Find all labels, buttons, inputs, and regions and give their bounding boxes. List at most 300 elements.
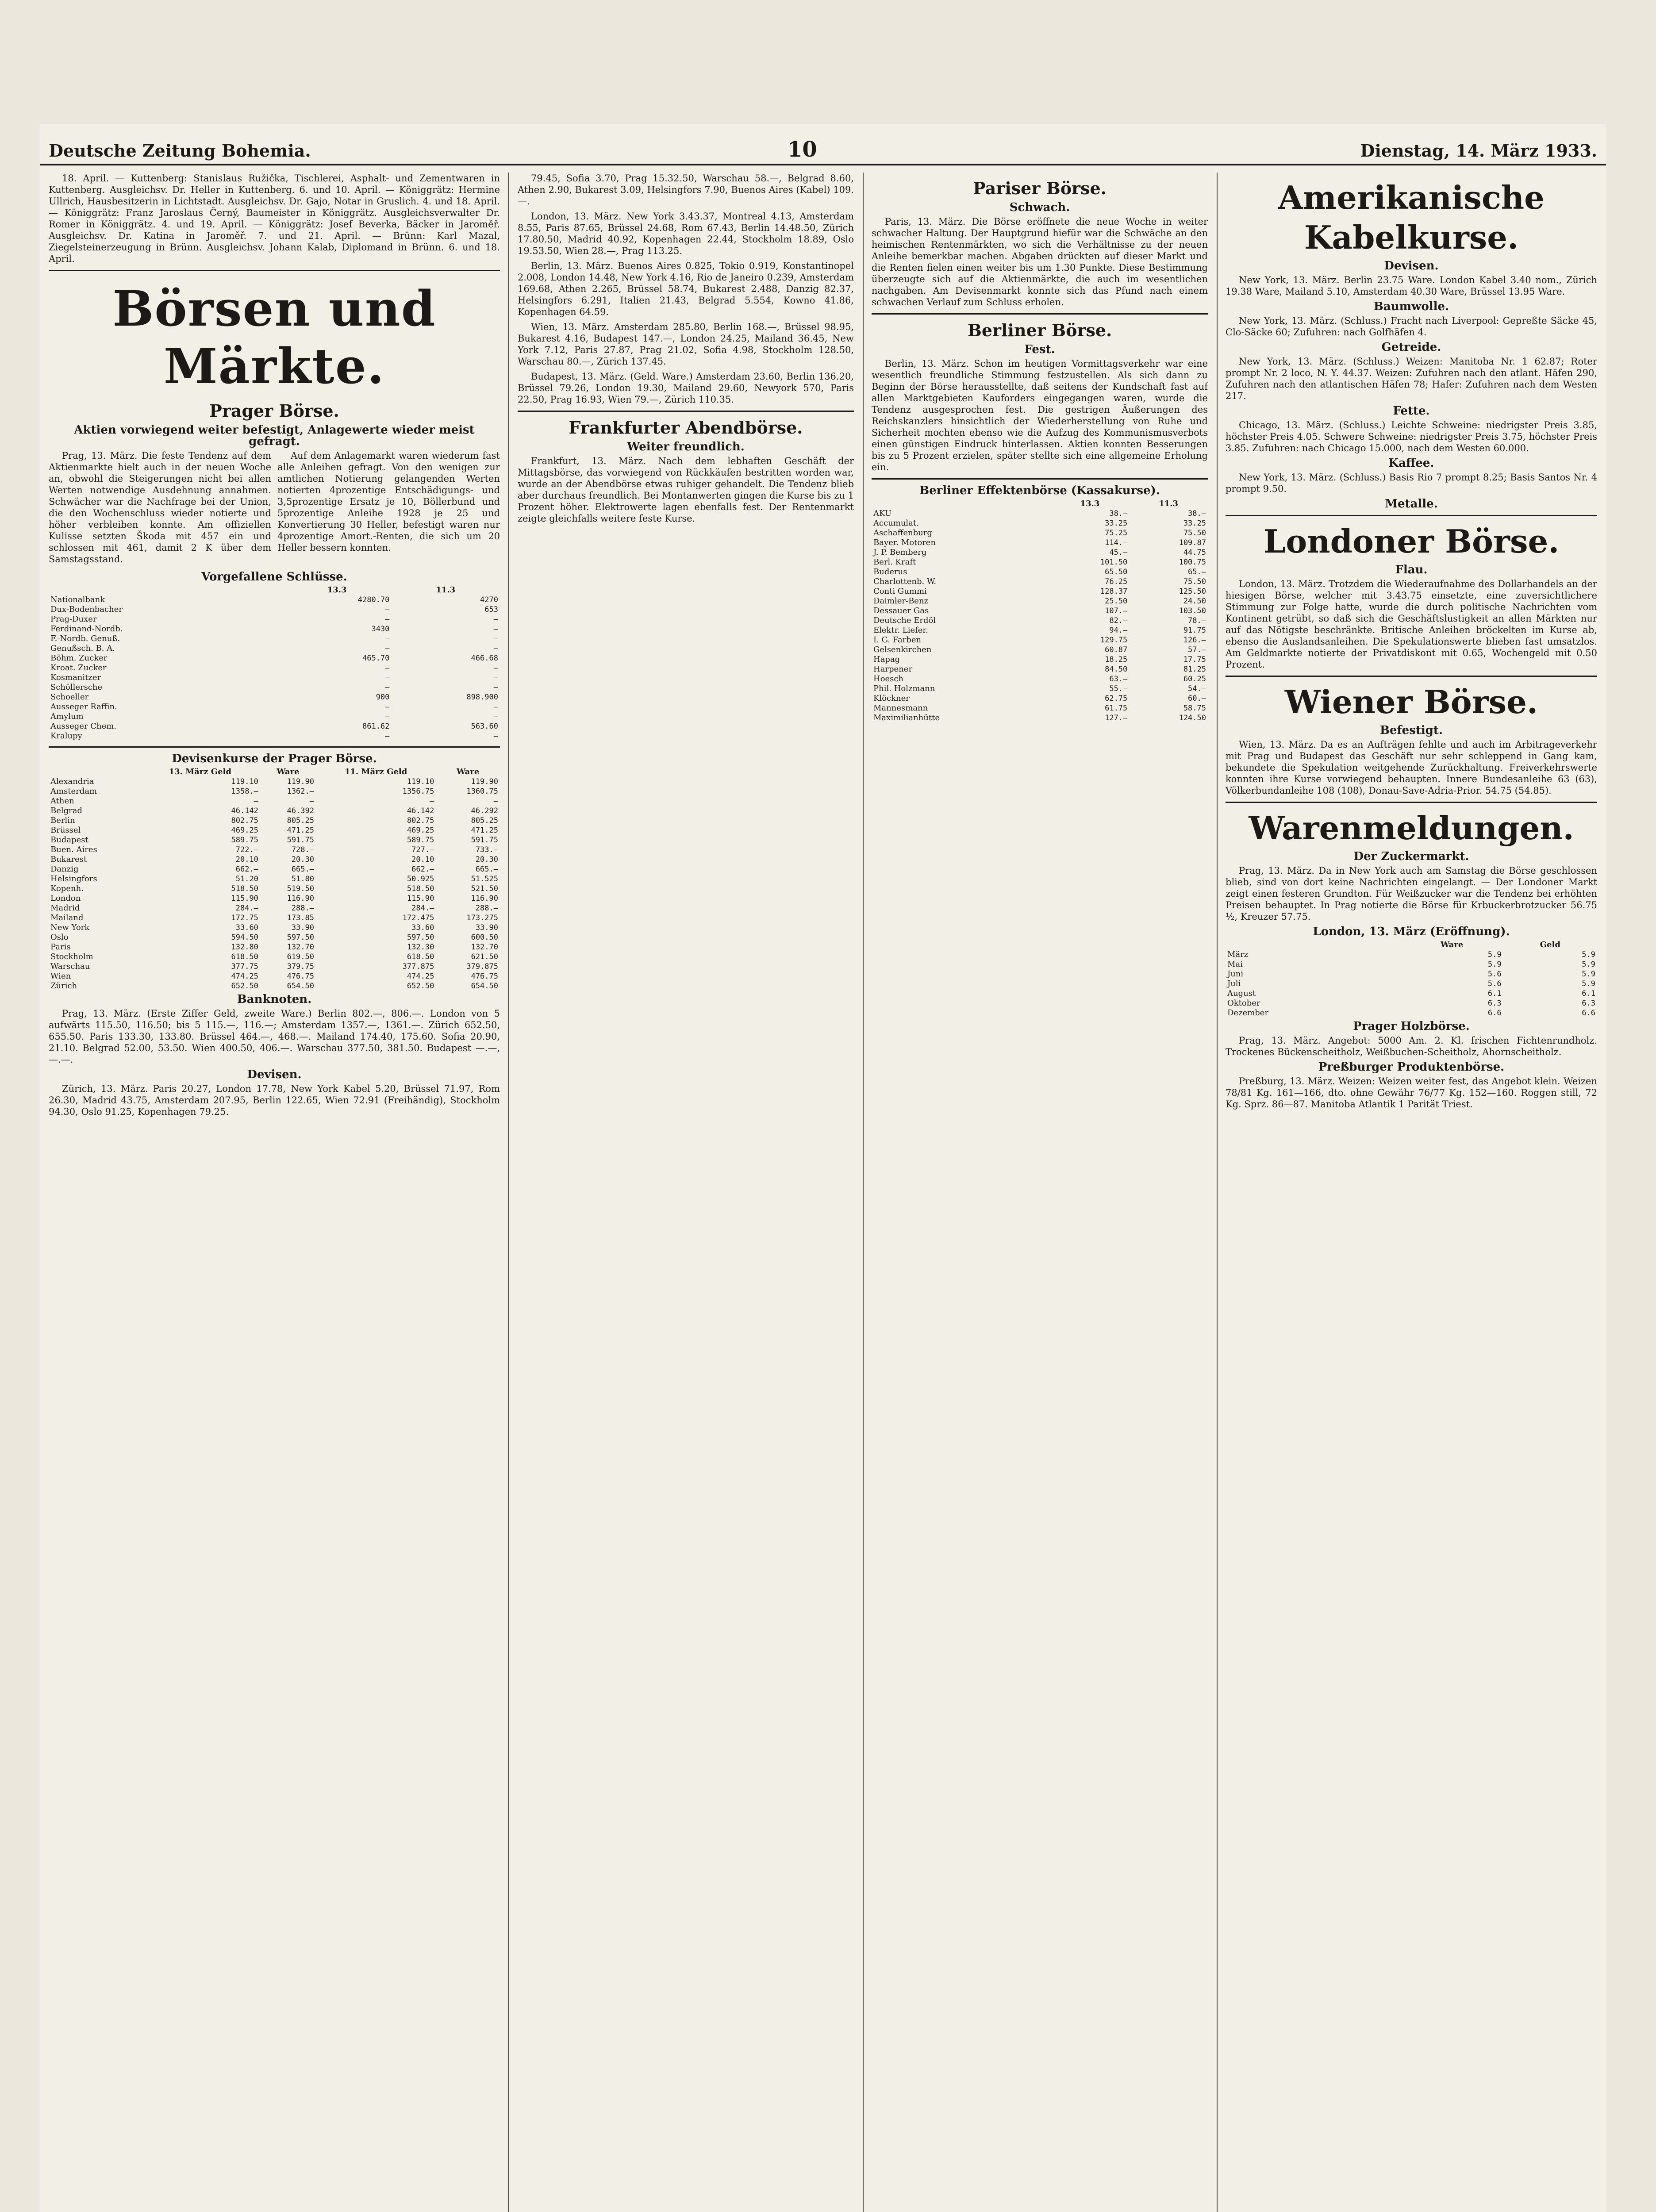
table-cell: 20.30 bbox=[475, 855, 498, 864]
subsection-text: New York, 13. März. Berlin 23.75 Ware. London Kabel 3.40 nom., Zürich 19.38 Ware, Mailand 5.10, Amsterdam 40.30 Ware, Brüssel 13.95 Ware. bbox=[1226, 275, 1597, 297]
table-row bbox=[1226, 960, 1597, 969]
row-label: Charlottenb. W. bbox=[873, 577, 937, 586]
column-3 bbox=[872, 173, 1208, 2212]
table-row bbox=[1226, 979, 1597, 989]
table-row bbox=[49, 923, 500, 933]
table-cell: 18.25 bbox=[1105, 655, 1128, 664]
holz-text: Prag, 13. März. Angebot: 5000 Am. 2. Kl. frischen Fichtenrundholz. Trockenes Bückenscheitholz, Weißbuchen-Scheitholz, Ahornscheitholz. bbox=[1226, 1035, 1597, 1057]
subsection-title: Fette. bbox=[1393, 404, 1430, 418]
table-cell: — bbox=[385, 605, 390, 614]
row-label: Schoeller bbox=[50, 692, 89, 702]
article-paragraph: 79.45, Sofia 3.70, Prag 15.32.50, Warschau 58.—, Belgrad 8.60, Athen 2.90, Bukarest 3.09, Helsingfors 7.90, Buenos Aires (Kabel) 109.—. bbox=[518, 173, 854, 207]
table-cell: 173.85 bbox=[287, 914, 314, 922]
section-title: Börsen und Märkte. bbox=[112, 280, 436, 395]
table-cell: 465.70 bbox=[362, 654, 390, 663]
table-cell: 38.— bbox=[1109, 509, 1128, 518]
table-cell: — bbox=[493, 634, 498, 643]
row-label: Bayer. Motoren bbox=[873, 538, 936, 547]
table-cell: 60.— bbox=[1188, 694, 1206, 703]
table-cell: 4280.70 bbox=[357, 595, 390, 604]
table-cell: 115.90 bbox=[407, 894, 434, 903]
subsection-text: Chicago, 13. März. (Schluss.) Leichte Schweine: niedrigster Preis 3.85, höchster Preis 4.05. Schwere Schweine: niedrigster Preis 3.75, höchster Preis 3.85. Zufuhren: nach Chicago 15.000, nach dem Westen 60.000. bbox=[1226, 420, 1597, 453]
subsection-text: New York, 13. März. (Schluss.) Fracht nach Liverpool: Gepreßte Säcke 45, Clo-Säcke 60; Zufuhren: nach Golfhäfen 4. bbox=[1226, 315, 1597, 338]
table-cell: — bbox=[309, 797, 314, 806]
divider bbox=[49, 746, 500, 748]
table-cell: 466.68 bbox=[471, 654, 498, 663]
row-label: Berlin bbox=[50, 816, 75, 825]
table-cell: 127.— bbox=[1105, 714, 1128, 722]
column-header: 13. März Geld bbox=[169, 767, 231, 776]
table-cell: 5.9 bbox=[1582, 979, 1595, 988]
table-cell: 474.25 bbox=[231, 972, 258, 981]
table-cell: 653 bbox=[484, 605, 498, 614]
table-cell: 727.— bbox=[411, 845, 434, 854]
berliner-subtitle: Fest. bbox=[1024, 343, 1055, 356]
table-cell: 377.75 bbox=[231, 962, 258, 971]
column-header bbox=[49, 767, 140, 777]
table-cell: 591.75 bbox=[287, 836, 314, 845]
table-row bbox=[872, 528, 1208, 538]
table-cell: 5.9 bbox=[1582, 970, 1595, 979]
table-row bbox=[872, 538, 1208, 548]
column-header: Ware bbox=[1441, 940, 1464, 949]
table-row bbox=[872, 645, 1208, 655]
zucker-text: Prag, 13. März. Da in New York auch am Samstag die Börse geschlossen blieb, sind von dort keine Nachrichten eingelangt. — Der Londoner Markt zeigt einen festeren Grundton. Für Weißzucker war die Tendenz bei erhöhten Preisen behauptet. In Prag notierte die Börse für Krbuckerbrotzucker 56.75 ½, Kreuzer 57.75. bbox=[1226, 865, 1597, 922]
table-cell: — bbox=[493, 673, 498, 682]
table-cell: 733.— bbox=[475, 845, 498, 854]
table-cell: 116.90 bbox=[471, 894, 498, 903]
berliner-title: Berliner Börse. bbox=[967, 320, 1112, 340]
table-cell: 44.75 bbox=[1183, 548, 1206, 557]
table-cell: 594.50 bbox=[231, 933, 258, 942]
table-cell: 58.75 bbox=[1183, 704, 1206, 713]
table-row bbox=[872, 567, 1208, 577]
table-row bbox=[49, 835, 500, 845]
table-cell: 805.25 bbox=[287, 816, 314, 825]
table-cell: 377.875 bbox=[402, 962, 434, 971]
row-label: Amsterdam bbox=[50, 787, 97, 796]
table-cell: — bbox=[493, 797, 498, 806]
table-cell: 665.— bbox=[291, 865, 314, 874]
table-cell: — bbox=[493, 625, 498, 634]
table-cell: 6.6 bbox=[1582, 1009, 1595, 1018]
table-row bbox=[49, 942, 500, 952]
table-row bbox=[872, 577, 1208, 587]
table-cell: 119.10 bbox=[407, 777, 434, 786]
newspaper-page bbox=[40, 124, 1606, 2212]
table-cell: — bbox=[385, 664, 390, 672]
table-row bbox=[872, 703, 1208, 713]
table-cell: 54.— bbox=[1188, 684, 1206, 693]
article-paragraph: London, 13. März. New York 3.43.37, Montreal 4.13, Amsterdam 8.55, Paris 87.65, Brüssel 24.68, Rom 67.43, Berlin 14.48.50, Zürich 17.80.50, Madrid 40.92, Kopenhagen 22.44, Stockholm 18.89, Oslo 19.53.50, Wien 28.—, Prag 113.25. bbox=[518, 211, 854, 256]
londoner-title: Londoner Börse. bbox=[1263, 522, 1560, 560]
table-row bbox=[1226, 969, 1597, 979]
table-row bbox=[49, 981, 500, 991]
divider bbox=[1226, 515, 1597, 516]
table-cell: 665.— bbox=[475, 865, 498, 874]
column-1 bbox=[49, 173, 500, 2212]
column-header: Ware bbox=[457, 767, 480, 776]
article-paragraph: Budapest, 13. März. (Geld. Ware.) Amsterdam 23.60, Berlin 136.20, Brüssel 79.26, London 19.30, Mailand 29.60, Newyork 570, Paris 22.50, Prag 16.93, Wien 79.—, Zürich 110.35. bbox=[518, 371, 854, 405]
subsection-title: Getreide. bbox=[1381, 341, 1441, 354]
table-row bbox=[49, 806, 500, 816]
table-cell: 46.392 bbox=[287, 806, 314, 815]
table-cell: 20.10 bbox=[411, 855, 434, 864]
table-row bbox=[1226, 1008, 1597, 1018]
table-cell: 51.80 bbox=[291, 875, 314, 883]
column-header bbox=[1226, 940, 1401, 950]
holz-title: Prager Holzbörse. bbox=[1353, 1020, 1470, 1033]
prager-boerse-title: Prager Börse. bbox=[209, 401, 339, 421]
table-cell: 728.— bbox=[291, 845, 314, 854]
table-cell: 802.75 bbox=[231, 816, 258, 825]
row-label: Belgrad bbox=[50, 806, 83, 815]
table-row bbox=[49, 845, 500, 855]
table-row bbox=[49, 634, 500, 644]
column-header: 13.3 bbox=[1080, 499, 1100, 508]
row-label: Juli bbox=[1227, 979, 1241, 988]
subsection-title: Baumwolle. bbox=[1373, 300, 1449, 313]
table-cell: 284.— bbox=[411, 904, 434, 913]
table-row bbox=[49, 653, 500, 663]
table-cell: 805.25 bbox=[471, 816, 498, 825]
table-cell: 597.50 bbox=[407, 933, 434, 942]
row-label: Dessauer Gas bbox=[873, 606, 929, 615]
table-row bbox=[49, 702, 500, 712]
table-cell: 109.87 bbox=[1179, 538, 1206, 547]
table-cell: — bbox=[385, 673, 390, 682]
table-cell: 469.25 bbox=[407, 826, 434, 835]
table-cell: 476.75 bbox=[471, 972, 498, 981]
table-row bbox=[49, 673, 500, 683]
table-row bbox=[49, 624, 500, 634]
row-label: New York bbox=[50, 923, 90, 932]
table-cell: 618.50 bbox=[231, 952, 258, 961]
row-label: Oslo bbox=[50, 933, 69, 942]
londoner-text: London, 13. März. Trotzdem die Wiederaufnahme des Dollarhandels an der hiesigen Börse, welcher mit 3.43.75 einsetzte, eine zuversichtlichere Stimmung zur Folge hatte, wurde die durch politische Nachrichten vom Kontinent getrübt, so daß sich die Geschäftslustigkeit an allen Märkten nur auf das Nötigste beschränkte. Britische Anleihen bröckelten im Kurse ab, ebenso die Auslandsanleihen. Die Spekulationswerte blieben fast umsatzlos. Am Geldmarkte notierte der Privatdiskont mit 0.65, Wochengeld mit 0.50 Prozent. bbox=[1226, 579, 1597, 670]
vorgefallene-title: Vorgefallene Schlüsse. bbox=[201, 570, 347, 584]
table-cell: 172.475 bbox=[402, 914, 434, 922]
row-label: Buderus bbox=[873, 567, 907, 576]
table-cell: 379.75 bbox=[287, 962, 314, 971]
table-row bbox=[1226, 950, 1597, 960]
table-cell: 128.37 bbox=[1100, 587, 1128, 596]
table-cell: 6.1 bbox=[1582, 989, 1595, 998]
table-cell: 379.875 bbox=[466, 962, 498, 971]
table-row bbox=[49, 933, 500, 942]
devisen-title: Devisen. bbox=[247, 1068, 302, 1081]
table-row bbox=[872, 664, 1208, 674]
table-cell: 115.90 bbox=[231, 894, 258, 903]
subsection-text: New York, 13. März. (Schluss.) Basis Rio 7 prompt 8.25; Basis Santos Nr. 4 prompt 9.50. bbox=[1226, 472, 1597, 494]
table-cell: 33.90 bbox=[291, 923, 314, 932]
table-cell: 65.50 bbox=[1105, 568, 1128, 576]
table-row bbox=[49, 683, 500, 692]
row-label: Helsingfors bbox=[50, 874, 97, 883]
table-cell: — bbox=[493, 732, 498, 741]
row-label: Gelsenkirchen bbox=[873, 645, 932, 654]
table-cell: 6.3 bbox=[1582, 999, 1595, 1008]
table-cell: 284.— bbox=[235, 904, 258, 913]
effekten-table bbox=[872, 499, 1208, 723]
table-row bbox=[49, 962, 500, 972]
table-cell: — bbox=[385, 644, 390, 653]
divider bbox=[872, 478, 1208, 480]
column-header: 11. März Geld bbox=[344, 767, 407, 776]
table-cell: 132.70 bbox=[471, 943, 498, 952]
table-cell: 76.25 bbox=[1105, 577, 1128, 586]
row-label: Elektr. Liefer. bbox=[873, 626, 928, 635]
table-cell: 33.90 bbox=[475, 923, 498, 932]
table-cell: 5.6 bbox=[1487, 979, 1502, 988]
row-label: J. P. Bemberg bbox=[873, 548, 927, 557]
table-cell: 132.70 bbox=[287, 943, 314, 952]
table-cell: — bbox=[493, 664, 498, 672]
prager-boerse-body bbox=[49, 450, 500, 568]
table-cell: 802.75 bbox=[407, 816, 434, 825]
table-cell: 17.75 bbox=[1183, 655, 1206, 664]
table-row bbox=[872, 548, 1208, 557]
table-cell: 619.50 bbox=[287, 952, 314, 961]
table-cell: 33.25 bbox=[1183, 519, 1206, 528]
row-label: Bukarest bbox=[50, 855, 87, 864]
table-cell: 471.25 bbox=[471, 826, 498, 835]
table-row bbox=[49, 731, 500, 741]
table-cell: 1356.75 bbox=[402, 787, 434, 796]
table-row bbox=[872, 587, 1208, 596]
subsection-title: Metalle. bbox=[1385, 497, 1438, 511]
column-rule bbox=[508, 173, 509, 2212]
table-cell: 6.3 bbox=[1487, 999, 1502, 1008]
table-row bbox=[872, 626, 1208, 635]
table-cell: 173.275 bbox=[466, 914, 498, 922]
table-cell: 20.30 bbox=[291, 855, 314, 864]
row-label: Genußsch. B. A. bbox=[50, 644, 115, 653]
table-cell: 57.— bbox=[1188, 645, 1206, 654]
table-cell: 662.— bbox=[235, 865, 258, 874]
running-header bbox=[40, 137, 1606, 165]
header-masthead: Deutsche Zeitung Bohemia. bbox=[49, 141, 311, 161]
table-row bbox=[49, 595, 500, 605]
table-cell: 51.20 bbox=[235, 875, 258, 883]
row-label: Budapest bbox=[50, 835, 88, 845]
row-label: Aschaffenburg bbox=[873, 528, 932, 538]
row-label: Ausseger Chem. bbox=[50, 722, 117, 731]
table-cell: 50.925 bbox=[407, 875, 434, 883]
divider bbox=[872, 313, 1208, 315]
table-cell: 119.90 bbox=[287, 777, 314, 786]
table-cell: 60.25 bbox=[1183, 675, 1206, 684]
table-cell: 618.50 bbox=[407, 952, 434, 961]
table-cell: 722.— bbox=[235, 845, 258, 854]
table-cell: 654.50 bbox=[287, 982, 314, 991]
table-cell: 24.50 bbox=[1183, 597, 1206, 606]
table-cell: 107.— bbox=[1105, 607, 1128, 615]
table-row bbox=[49, 826, 500, 835]
row-label: Ferdinand-Nordb. bbox=[50, 624, 123, 634]
wiener-subtitle: Befestigt. bbox=[1379, 724, 1443, 737]
table-cell: 662.— bbox=[411, 865, 434, 874]
amerikanische-title: Amerikanische Kabelkurse. bbox=[1278, 179, 1545, 256]
table-cell: 132.30 bbox=[407, 943, 434, 952]
table-cell: 6.1 bbox=[1487, 989, 1502, 998]
table-cell: 1358.— bbox=[231, 787, 258, 796]
row-label: Kopenh. bbox=[50, 884, 84, 893]
table-row bbox=[49, 644, 500, 653]
row-label: Danzig bbox=[50, 864, 79, 874]
table-cell: 621.50 bbox=[471, 952, 498, 961]
pariser-title: Pariser Börse. bbox=[973, 178, 1107, 198]
table-cell: 38.— bbox=[1188, 509, 1206, 518]
row-label: I. G. Farben bbox=[873, 635, 922, 645]
header-page-number: 10 bbox=[788, 137, 817, 162]
table-row bbox=[49, 712, 500, 722]
table-row bbox=[49, 855, 500, 864]
table-cell: 1360.75 bbox=[466, 787, 498, 796]
londoner-subtitle: Flau. bbox=[1395, 563, 1428, 576]
table-row bbox=[49, 787, 500, 796]
table-cell: 78.— bbox=[1188, 616, 1206, 625]
zucker-london-table bbox=[1226, 940, 1597, 1018]
devisenkurse-title: Devisenkurse der Prager Börse. bbox=[172, 752, 377, 765]
row-label: Buen. Aires bbox=[50, 845, 97, 854]
subsection-title: Kaffee. bbox=[1388, 457, 1434, 470]
table-cell: 1362.— bbox=[287, 787, 314, 796]
zucker-london-title: London, 13. März (Eröffnung). bbox=[1313, 925, 1510, 938]
article-paragraph: Berlin, 13. März. Buenos Aires 0.825, Tokio 0.919, Konstantinopel 2.008, London 14.48, New York 4.16, Rio de Janeiro 0.239, Amsterdam 169.68, Athen 2.265, Brüssel 58.74, Bukarest 2.488, Danzig 82.37, Helsingfors 6.291, Italien 21.43, Belgrad 5.554, Kowno 41.86, Kopenhagen 64.59. bbox=[518, 261, 854, 317]
column-header: Ware bbox=[277, 767, 300, 776]
prager-boerse-subtitle: Aktien vorwiegend weiter befestigt, Anlagewerte wieder meist gefragt. bbox=[74, 423, 475, 448]
devisenkurse-table bbox=[49, 767, 500, 991]
table-row bbox=[49, 894, 500, 903]
table-cell: 518.50 bbox=[231, 884, 258, 893]
column-2 bbox=[518, 173, 854, 2212]
row-label: Kosmanitzer bbox=[50, 673, 101, 682]
row-label: Oktober bbox=[1227, 998, 1260, 1008]
table-row bbox=[49, 796, 500, 806]
row-label: Accumulat. bbox=[873, 518, 919, 528]
table-cell: 91.75 bbox=[1183, 626, 1206, 635]
row-label: Phil. Holzmann bbox=[873, 684, 935, 693]
row-label: F.-Nordb. Genuß. bbox=[50, 634, 120, 643]
row-label: Mai bbox=[1227, 960, 1243, 969]
row-label: Deutsche Erdöl bbox=[873, 616, 936, 625]
table-cell: — bbox=[493, 683, 498, 692]
header-date: Dienstag, 14. März 1933. bbox=[1360, 141, 1597, 161]
row-label: Harpener bbox=[873, 664, 913, 674]
divider bbox=[1226, 676, 1597, 677]
table-cell: 597.50 bbox=[287, 933, 314, 942]
table-cell: 5.6 bbox=[1487, 970, 1502, 979]
table-row bbox=[49, 913, 500, 923]
row-label: Stockholm bbox=[50, 952, 93, 961]
row-label: Madrid bbox=[50, 903, 80, 913]
table-cell: 45.— bbox=[1109, 548, 1128, 557]
table-cell: 119.90 bbox=[471, 777, 498, 786]
row-label: Prag-Duxer bbox=[50, 614, 97, 624]
table-cell: — bbox=[430, 797, 434, 806]
table-cell: 519.50 bbox=[287, 884, 314, 893]
row-label: Mailand bbox=[50, 913, 84, 922]
row-label: Ausseger Raffin. bbox=[50, 702, 117, 711]
table-row bbox=[49, 864, 500, 874]
row-label: Athen bbox=[50, 796, 74, 806]
table-cell: 84.50 bbox=[1105, 665, 1128, 674]
table-row bbox=[49, 874, 500, 884]
row-label: AKU bbox=[873, 509, 891, 518]
table-cell: 521.50 bbox=[471, 884, 498, 893]
row-label: Juni bbox=[1227, 969, 1244, 979]
table-cell: 288.— bbox=[291, 904, 314, 913]
row-label: Klöckner bbox=[873, 694, 910, 703]
wiener-text: Wien, 13. März. Da es an Aufträgen fehlte und auch im Arbitrageverkehr mit Prag und Budapest das Geschäft nur sehr schleppend in Gang kam, bekundete die Spekulation weitgehende Zurückhaltung. Freiverkehrswerte konnten ihre Kurse vorwiegend behaupten. Innere Bundesanleihe 63 (63), Völkerbundanleihe 108 (108), Donau-Save-Adria-Prior. 54.75 (54.85). bbox=[1226, 739, 1597, 796]
table-cell: — bbox=[385, 732, 390, 741]
table-cell: 132.80 bbox=[231, 943, 258, 952]
table-cell: 63.— bbox=[1109, 675, 1128, 684]
row-label: Hapag bbox=[873, 655, 900, 664]
table-cell: 898.900 bbox=[466, 693, 498, 702]
row-label: Wien bbox=[50, 972, 71, 981]
row-label: August bbox=[1227, 989, 1256, 998]
column-rule bbox=[1217, 173, 1218, 2212]
table-cell: 51.525 bbox=[471, 875, 498, 883]
table-cell: — bbox=[493, 703, 498, 711]
table-row bbox=[49, 884, 500, 894]
divider bbox=[1226, 802, 1597, 803]
pressburg-title: Preßburger Produktenbörse. bbox=[1318, 1060, 1505, 1074]
warenmeldungen-title: Warenmeldungen. bbox=[1249, 809, 1574, 847]
banknoten-text: Prag, 13. März. (Erste Ziffer Geld, zweite Ware.) Berlin 802.—, 806.—. London von 5 aufwärts 115.50, 116.50; bis 5 115.—, 116.—; Amsterdam 1357.—, 1361.—. Zürich 652.50, 655.50. Paris 133.30, 133.80. Brüssel 464.—, 468.—. Mailand 174.40, 175.60. Sofia 20.90, 21.10. Belgrad 52.00, 53.50. Wien 400.50, 406.—. Warschau 377.50, 381.50. Budapest —.—, —.—. bbox=[49, 1008, 500, 1065]
row-label: London bbox=[50, 894, 81, 903]
table-cell: 25.50 bbox=[1105, 597, 1128, 606]
table-row bbox=[872, 694, 1208, 703]
table-cell: — bbox=[385, 615, 390, 624]
article-paragraph: Auf dem Anlagemarkt waren wiederum fast alle Anleihen gefragt. Von den wenigen zur amtlichen Notierung gelangenden Werten notierten 4prozentige Entschädigungs- und 3,5prozentige Ersatz je 10, Böllerbund und 5prozentige Anleihe 1928 je 25 und Konvertierung 30 Heller, befestigt waren nur 4prozentige Amort.-Renten, die sich um 20 Heller bessern konnten. bbox=[277, 450, 500, 553]
table-row bbox=[872, 606, 1208, 616]
row-label: Maximilianhütte bbox=[873, 713, 940, 722]
row-label: Kroat. Zucker bbox=[50, 663, 107, 672]
table-cell: 4270 bbox=[480, 595, 498, 604]
devisen-text: Zürich, 13. März. Paris 20.27, London 17.78, New York Kabel 5.20, Brüssel 71.97, Rom 26.30, Madrid 43.75, Amsterdam 207.95, Berlin 122.65, Wien 72.91 (Freihändig), Stockholm 94.30, Oslo 91.25, Kopenhagen 79.25. bbox=[49, 1083, 500, 1117]
row-label: Warschau bbox=[50, 962, 90, 971]
frankfurter-subtitle: Weiter freundlich. bbox=[627, 440, 745, 453]
row-label: Mannesmann bbox=[873, 703, 928, 713]
table-cell: 469.25 bbox=[231, 826, 258, 835]
column-header: 11.3 bbox=[1159, 499, 1179, 508]
table-cell: 101.50 bbox=[1100, 558, 1128, 567]
table-row bbox=[49, 663, 500, 673]
table-cell: 471.25 bbox=[287, 826, 314, 835]
table-row bbox=[872, 616, 1208, 626]
table-cell: 62.75 bbox=[1105, 694, 1128, 703]
pariser-subtitle: Schwach. bbox=[1009, 201, 1070, 214]
row-label: Kralupy bbox=[50, 731, 82, 741]
table-cell: 474.25 bbox=[407, 972, 434, 981]
divider bbox=[518, 411, 854, 412]
table-row bbox=[872, 509, 1208, 518]
table-cell: 33.60 bbox=[411, 923, 434, 932]
table-cell: 5.9 bbox=[1487, 960, 1502, 969]
table-cell: 124.50 bbox=[1179, 714, 1206, 722]
table-cell: 125.50 bbox=[1179, 587, 1206, 596]
table-row bbox=[49, 605, 500, 614]
berliner-text: Berlin, 13. März. Schon im heutigen Vormittagsverkehr war eine wesentlich freundliche Stimmung festzustellen. Als sich dann zu Beginn der Börse herausstellte, daß seitens der Kundschaft fast auf allen Marktgebieten Kauforders eingegangen waren, wurde die Tendenz ausgesprochen fest. Die gestrigen Äußerungen des Reichskanzlers hinsichtlich der Wiederherstellung von Ruhe und Sicherheit mochten ebenso wie die Aufzug des Kommunismusverbots einen günstigen Eindruck hinterlassen. Aktien konnten Besserungen bis zu 5 Prozent erzielen, später stellte sich eine allgemeine Erholung ein. bbox=[872, 358, 1208, 472]
table-cell: 100.75 bbox=[1179, 558, 1206, 567]
table-cell: 20.10 bbox=[235, 855, 258, 864]
table-cell: 81.25 bbox=[1183, 665, 1206, 674]
subsection-text: New York, 13. März. (Schluss.) Weizen: Manitoba Nr. 1 62.87; Roter prompt Nr. 2 loco, N. Y. 44.37. Weizen: Zufuhren nach den atlant. Häfen 290, Zufuhren nach den atlantischen Häfen 78; Hafer: Zufuhren nach dem Westen 217. bbox=[1226, 356, 1597, 401]
table-cell: — bbox=[385, 712, 390, 721]
